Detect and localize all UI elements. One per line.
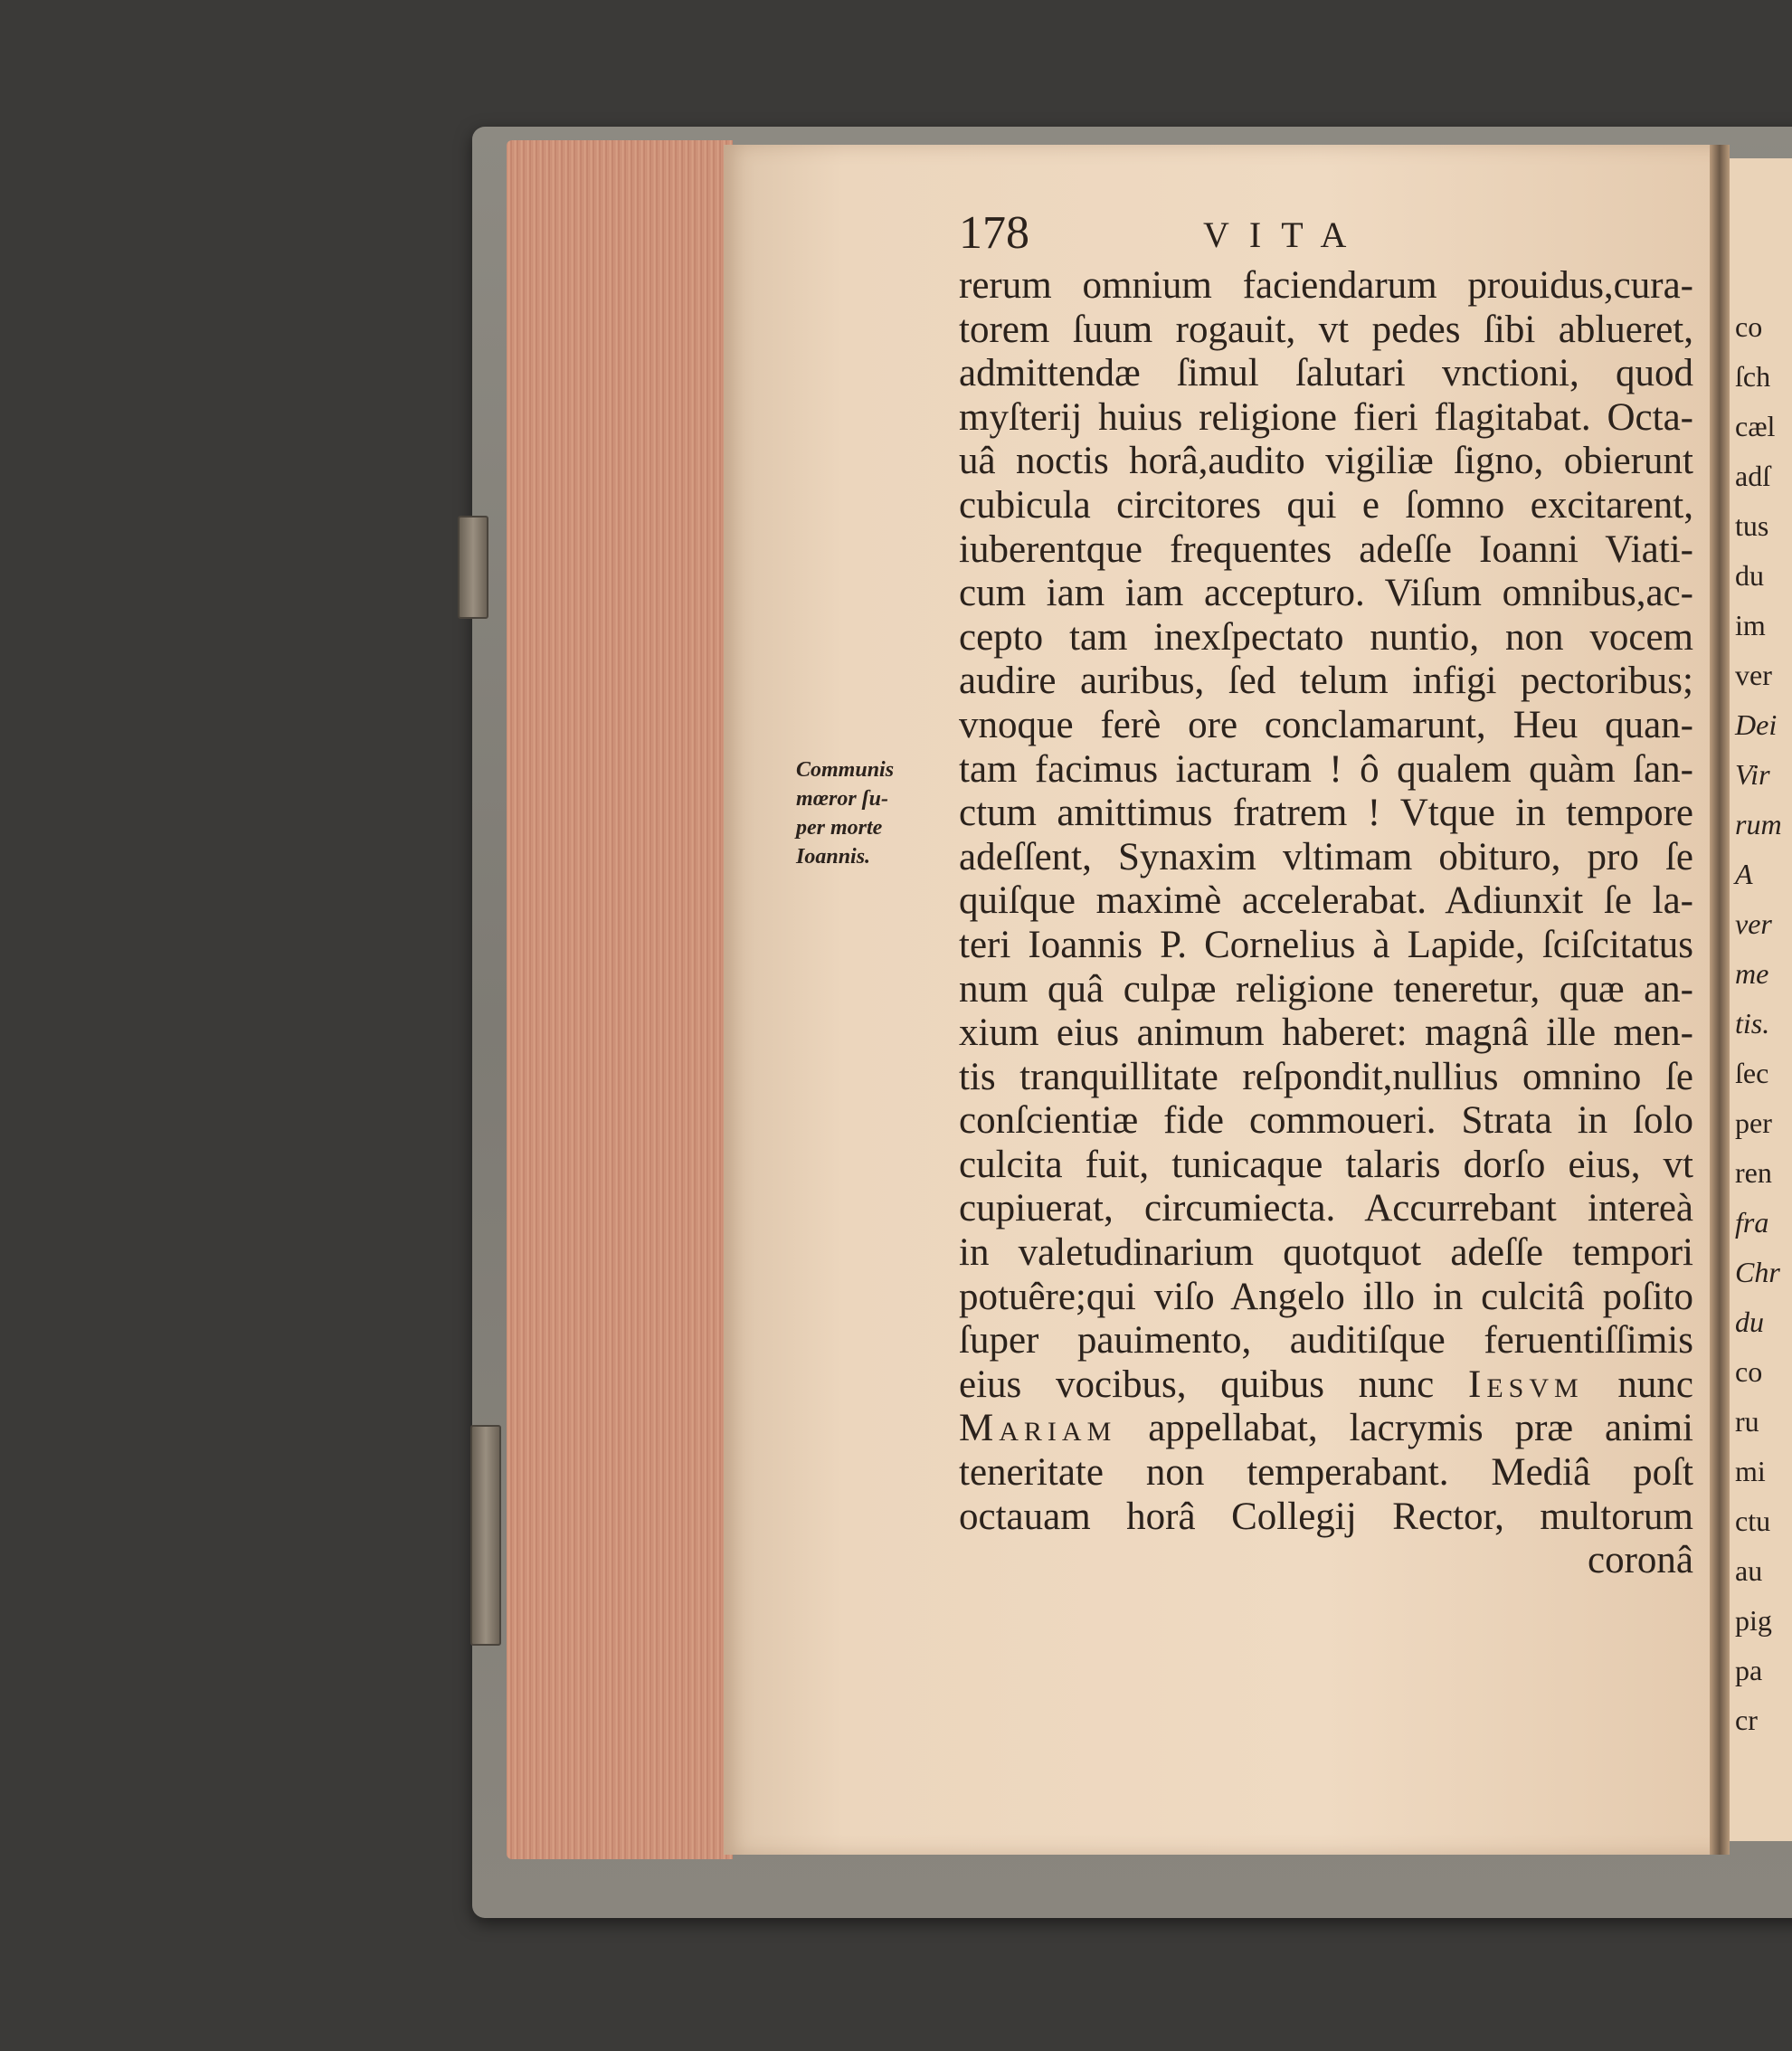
- text-line: rerum omnium faciendarum prouidus,cura-: [959, 264, 1693, 307]
- facing-fragment: im: [1735, 609, 1766, 641]
- facing-fragment: A: [1735, 858, 1753, 890]
- catchword: coronâ: [1588, 1539, 1693, 1582]
- facing-fragment: cæl: [1735, 410, 1776, 442]
- text-line: cum iam iam accepturo. Viſum omnibus,ac-: [959, 572, 1693, 615]
- facing-fragment: au: [1735, 1554, 1763, 1587]
- facing-fragment: ru: [1735, 1405, 1759, 1438]
- facing-fragment: tis.: [1735, 1007, 1770, 1040]
- text-line: teri Ioannis P. Cornelius à Lapide, ſciſcitatus: [959, 923, 1693, 966]
- facing-fragment: ver: [1735, 659, 1772, 691]
- facing-page-edge: [1730, 158, 1792, 1841]
- text-line: tam facimus iacturam ! ô qualem quàm ſan-: [959, 747, 1693, 791]
- page-number: 178: [959, 207, 1029, 259]
- text-line: potuêre;qui viſo Angelo illo in culcitâ poſito: [959, 1275, 1693, 1318]
- text-line: xium eius animum haberet: magnâ ille men-: [959, 1011, 1693, 1055]
- text-line: quiſque maximè accelerabat. Adiunxit ſe la-: [959, 879, 1693, 923]
- text-line: num quâ culpæ religione teneretur, quæ an-: [959, 967, 1693, 1011]
- facing-fragment: Chr: [1735, 1256, 1780, 1288]
- facing-fragment: Dei: [1735, 708, 1778, 741]
- text-line: vnoque ferè ore conclamarunt, Heu quan-: [959, 703, 1693, 746]
- text-line: audire auribus, ſed telum infigi pectoribus;: [959, 660, 1693, 703]
- body-text: [959, 264, 1693, 1583]
- text-line: ctum amittimus fratrem ! Vtque in tempore: [959, 792, 1693, 835]
- facing-fragment: cr: [1735, 1704, 1758, 1736]
- facing-fragment: ſch: [1735, 360, 1771, 393]
- text-line: octauam horâ Collegij Rector, multorum: [959, 1495, 1693, 1538]
- facing-fragment: me: [1735, 957, 1769, 990]
- text-line: in valetudinarium quotquot adeſſe tempori: [959, 1231, 1693, 1275]
- marginal-note-line: mœror ſu-: [796, 787, 889, 811]
- marginal-note: [796, 755, 959, 871]
- text-line: teneritate non temperabant. Mediâ poſt: [959, 1451, 1693, 1495]
- facing-fragment: mi: [1735, 1455, 1766, 1487]
- text-line: culcita fuit, tunicaque talaris dorſo eius, vt: [959, 1143, 1693, 1186]
- facing-fragment: ver: [1735, 907, 1772, 940]
- facing-fragment: ſec: [1735, 1057, 1769, 1089]
- facing-fragment: du: [1735, 559, 1764, 592]
- text-line: ſuper pauimento, auditiſque feruentiſſimis: [959, 1319, 1693, 1363]
- text-segment: eius vocibus, quibus nunc: [959, 1363, 1435, 1406]
- facing-fragment: co: [1735, 310, 1763, 343]
- text-segment: appellabat, lacrymis præ animi: [1148, 1407, 1693, 1450]
- facing-fragment: ren: [1735, 1156, 1772, 1189]
- page-edges: [507, 140, 733, 1859]
- name-mariam: Mariam: [959, 1407, 1117, 1450]
- facing-fragment: pig: [1735, 1604, 1772, 1637]
- facing-fragment: ctu: [1735, 1505, 1771, 1537]
- text-line: adeſſent, Synaxim vltimam obituro, pro ſe: [959, 835, 1693, 878]
- marginal-note-line: per morte: [796, 816, 883, 840]
- facing-fragment: pa: [1735, 1654, 1763, 1686]
- text-line: torem ſuum rogauit, vt pedes ſibi ablueret,: [959, 308, 1693, 351]
- marginal-note-line: Communis: [796, 758, 895, 782]
- text-line: myſterij huius religione fieri flagitabat. Octa-: [959, 395, 1693, 439]
- page-header: [959, 206, 1683, 270]
- text-line: cubicula circitores qui e ſomno excitarent,: [959, 483, 1693, 527]
- text-line: iuberentque frequentes adeſſe Ioanni Viati-: [959, 527, 1693, 571]
- marginal-note-line: Ioannis.: [796, 845, 871, 869]
- book-gutter: [1710, 145, 1730, 1855]
- text-line: admittendæ ſimul ſalutari vnctioni, quod: [959, 352, 1693, 395]
- facing-fragment: fra: [1735, 1206, 1769, 1239]
- facing-fragment: du: [1735, 1306, 1764, 1338]
- text-line: cupiuerat, circumiecta. Accurrebant intereà: [959, 1187, 1693, 1230]
- facing-fragment: co: [1735, 1355, 1763, 1388]
- text-line: conſcientiæ fide commoueri. Strata in ſolo: [959, 1099, 1693, 1143]
- facing-fragment: Vir: [1735, 758, 1770, 791]
- facing-fragment: tus: [1735, 509, 1769, 542]
- facing-fragment: rum: [1735, 808, 1782, 840]
- facing-fragment: per: [1735, 1106, 1772, 1139]
- text-line-with-name: [959, 1407, 1693, 1451]
- lower-clasp: [470, 1425, 501, 1646]
- text-line-with-name: [959, 1363, 1693, 1408]
- name-iesvm: Iesvm: [1468, 1363, 1584, 1406]
- upper-clasp: [458, 516, 488, 619]
- running-head: VITA: [1203, 214, 1367, 255]
- text-segment: nunc: [1617, 1363, 1693, 1406]
- text-line: cepto tam inexſpectato nuntio, non vocem: [959, 615, 1693, 659]
- text-line: tis tranquillitate reſpondit,nullius omnino ſe: [959, 1055, 1693, 1098]
- text-line: uâ noctis horâ,audito vigiliæ ſigno, obierunt: [959, 440, 1693, 483]
- facing-fragment: adſ: [1735, 460, 1771, 492]
